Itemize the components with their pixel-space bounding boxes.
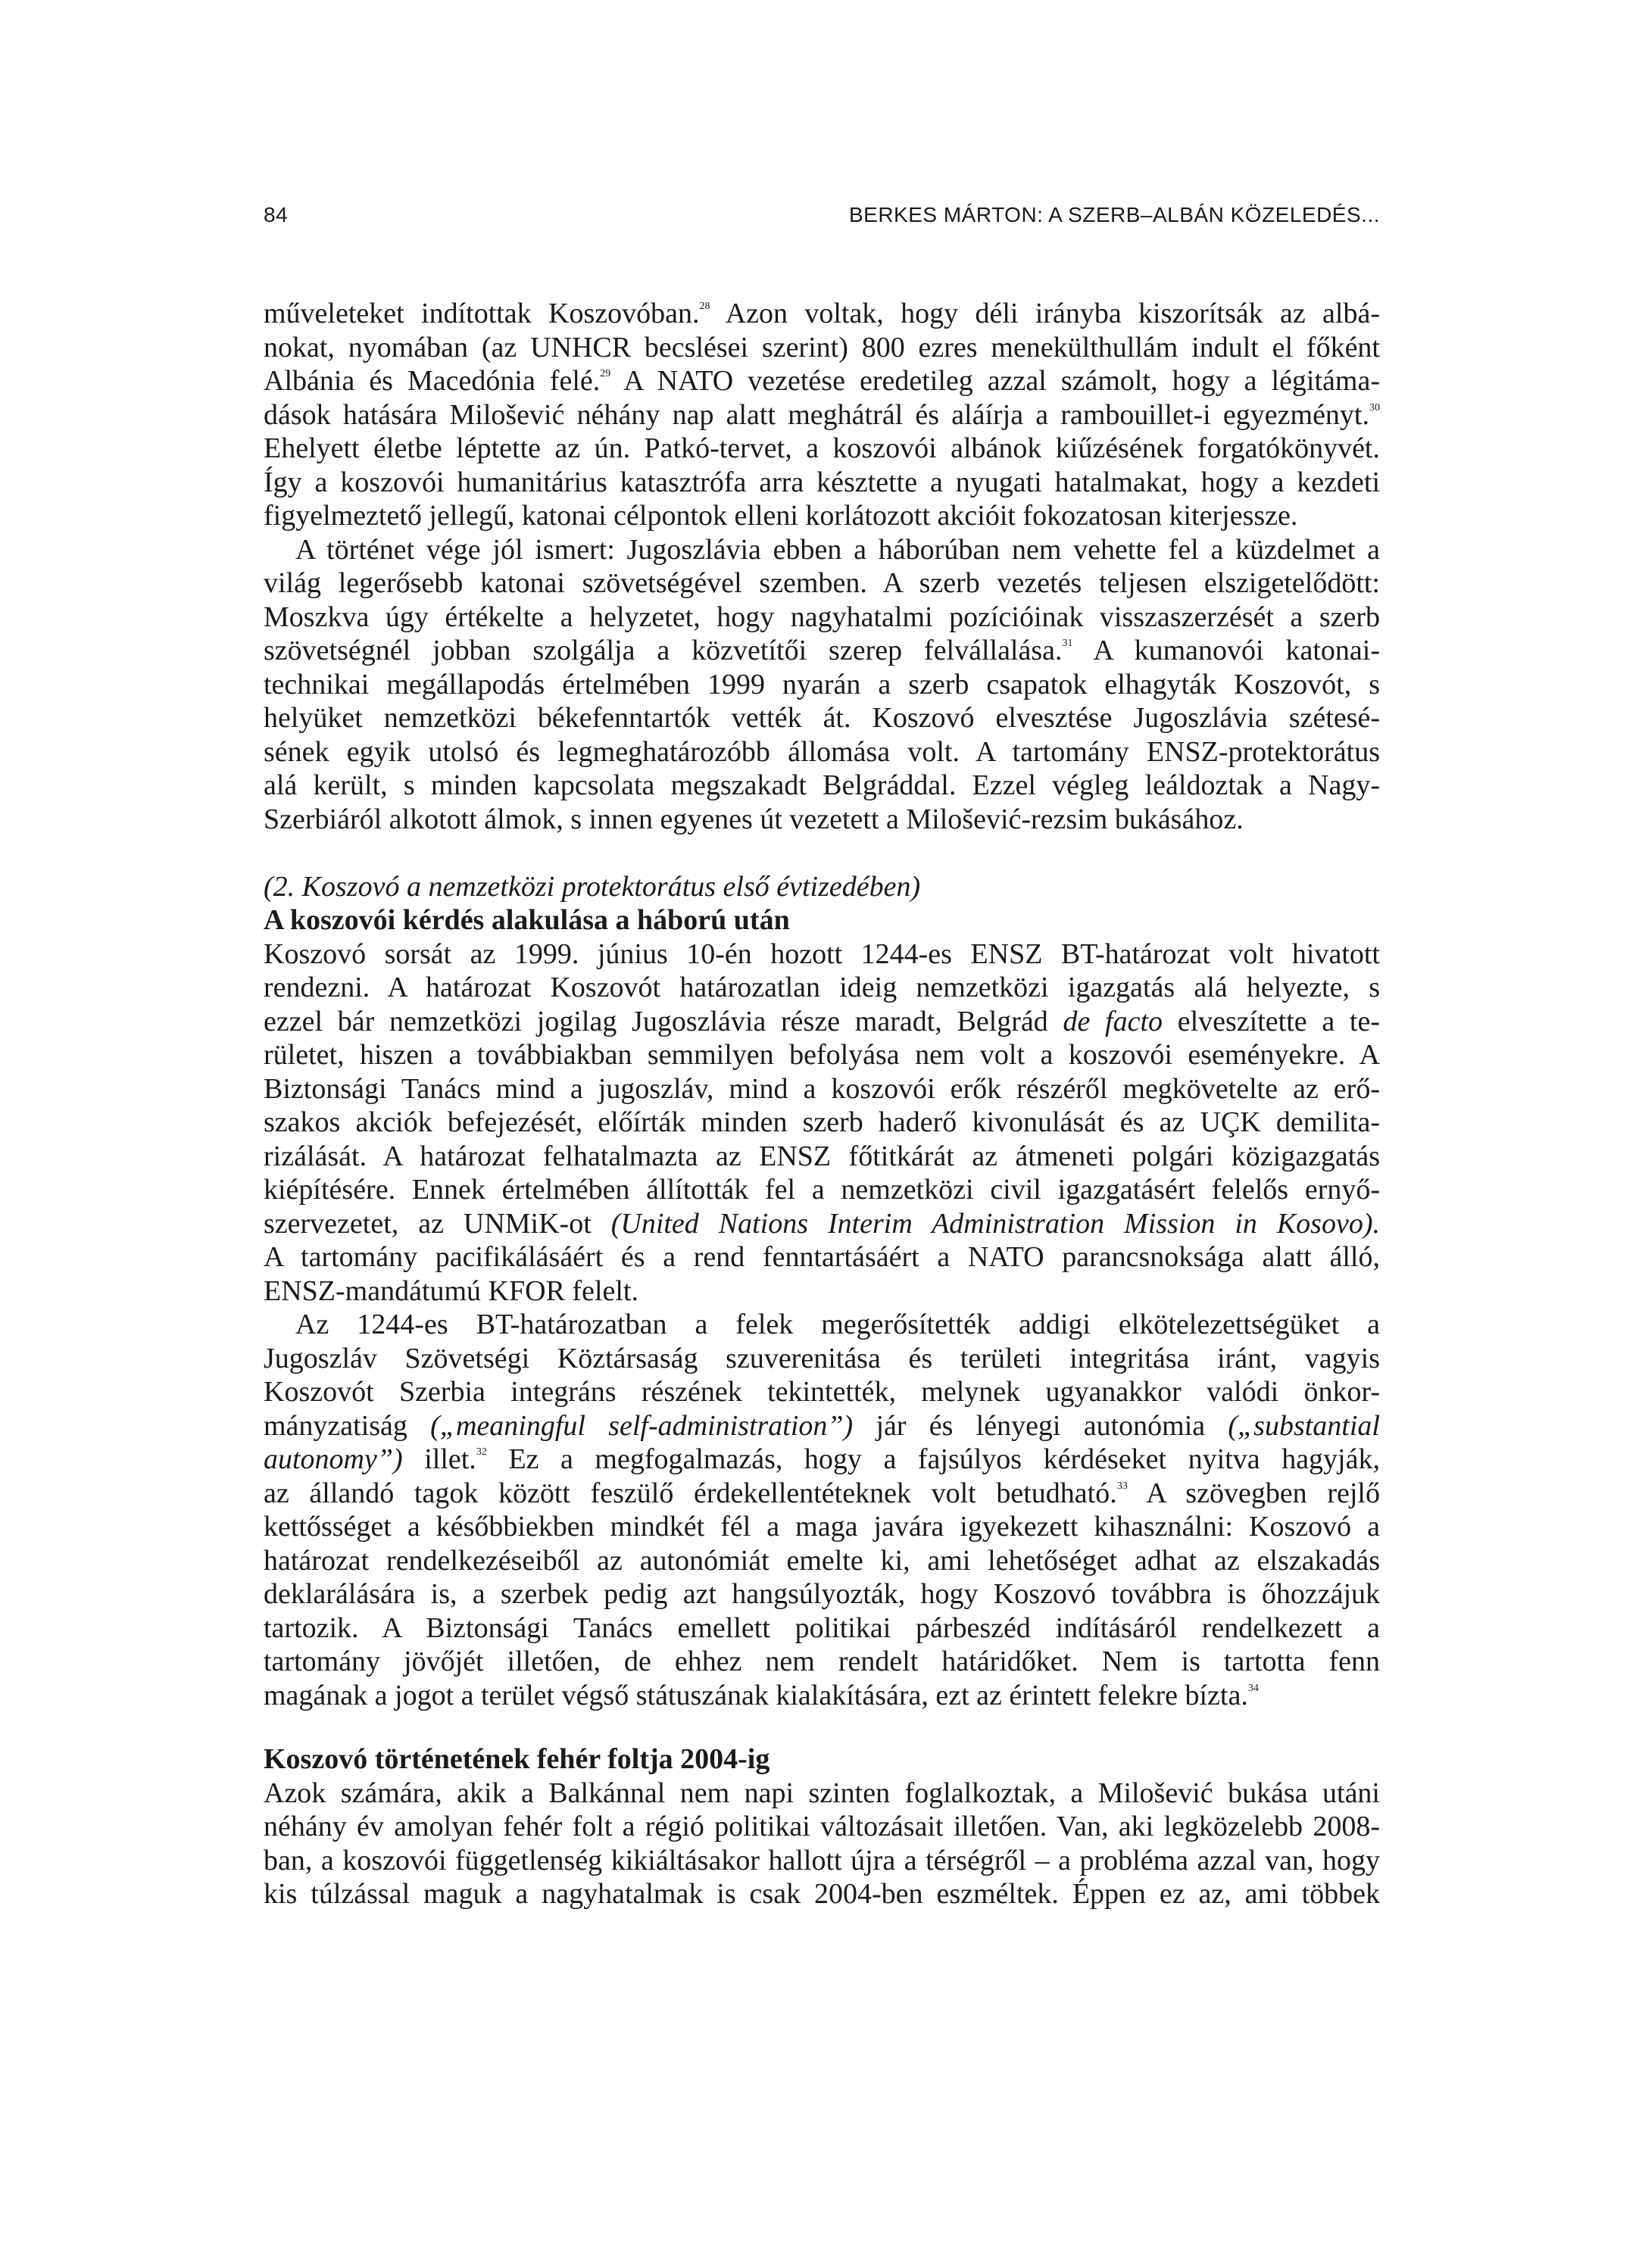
text-line: Koszovót Szerbia integráns részének tekintették, melynek ugyanakkor valódi önkor- [264, 1376, 1380, 1408]
text-line: Jugoszláv Szövetségi Köztársaság szuverenitása és területi integritása iránt, vagyis [264, 1342, 1380, 1374]
text-line: magának a jogot a terület végső státuszának kialakítására, ezt az érintett felekre bízta.$^{34}$ [264, 1679, 1259, 1711]
text-line: technikai megállapodás értelmében 1999 nyarán a szerb csapatok elhagyták Koszovót, s [264, 668, 1380, 700]
section-heading: A koszovói kérdés alakulása a háború után [264, 904, 790, 936]
page-number: 84 [264, 203, 289, 226]
text-line: ezzel bár nemzetközi jogilag Jugoszlávia része maradt, Belgrád de facto elveszítette a te- [264, 1005, 1380, 1037]
footnote-ref-31[interactable]: 31 [1062, 638, 1073, 649]
body-text [264, 297, 1380, 1911]
text-line: Az 1244-es BT-határozatban a felek megerősítették addigi elkötelezettségüket a [295, 1309, 1380, 1340]
text-line: Biztonsági Tanács mind a jugoszláv, mind a koszovói erők részéről megkövetelte az erő- [264, 1072, 1380, 1105]
text-line: szervezetet, az UNMiK-ot (United Nations Interim Administration Mission in Kosovo). [264, 1207, 1380, 1240]
text-line: műveleteket indítottak Koszovóban.$^{28}$ Azon voltak, hogy déli irányba kiszorítsák az albá- [264, 298, 1381, 329]
footnote-ref-28[interactable]: 28 [699, 301, 710, 312]
text-line: autonomy”) illet.$^{32}$ Ez a megfogalmazás, hogy a fajsúlyos kérdéseket nyitva hagyják, [264, 1443, 1380, 1475]
text-line: helyüket nemzetközi békefenntartók vették át. Koszovó elvesztése Jugoszlávia szétesé- [264, 702, 1380, 734]
text-line: néhány év amolyan fehér folt a régió politikai változásait illetően. Van, aki legközelebb 2008- [264, 1811, 1380, 1842]
paragraph-2 [264, 533, 1380, 837]
text-line: határozat rendelkezéseiből az autonómiát emelte ki, ami lehetőséget adhat az elszakadás [264, 1544, 1380, 1577]
text-line: mányzatiság („meaningful self-administration”) jár és lényegi autonómia („substantial [264, 1409, 1380, 1442]
paragraph-3 [264, 937, 1380, 1309]
text-line: rizálását. A határozat felhatalmazta az ENSZ főtitkárát az átmeneti polgári közigazgatás [264, 1140, 1380, 1172]
text-line: rendezni. A határozat Koszovót határozatlan ideig nemzetközi igazgatás alá helyezte, s [264, 972, 1380, 1003]
text-line: Azok számára, akik a Balkánnal nem napi szinten foglalkoztak, a Milošević bukása utáni [264, 1777, 1380, 1809]
text-line: A történet vége jól ismert: Jugoszlávia ebben a háborúban nem vehette fel a küzdelmet a [295, 533, 1380, 566]
text-line: tartozik. A Biztonsági Tanács emellett politikai párbeszéd indításáról rendelkezett a [264, 1611, 1380, 1644]
text-line: világ legerősebb katonai szövetségével szemben. A szerb vezetés teljesen elszigetelődött: [264, 567, 1380, 599]
text-line: sének egyik utolsó és legmeghatározóbb állomása volt. A tartomány ENSZ-protektorátus [264, 735, 1380, 768]
text-line: deklarálására is, a szerbek pedig azt hangsúlyozták, hogy Koszovó továbbra is őhozzájuk [264, 1578, 1380, 1610]
text-line: Koszovó sorsát az 1999. június 10-én hozott 1244-es ENSZ BT-határozat volt hivatott [264, 937, 1380, 970]
footnote-ref-33[interactable]: 33 [1116, 1480, 1128, 1492]
text-line: rületet, hiszen a továbbiakban semmilyen befolyása nem volt a koszovói eseményekre. A [264, 1039, 1380, 1071]
text-line: A tartomány pacifikálásáért és a rend fenntartásáért a NATO parancsnoksága alatt álló, [264, 1241, 1380, 1273]
running-title: BERKES MÁRTON: A SZERB–ALBÁN KÖZELEDÉS... [848, 203, 1380, 226]
section-heading: Koszovó történetének fehér foltja 2004-ig [264, 1743, 770, 1775]
footnote-ref-30[interactable]: 30 [1369, 401, 1380, 413]
paragraph-5 [264, 1777, 1380, 1911]
text-line: kis túlzással maguk a nagyhatalmak is csak 2004-ben eszméltek. Éppen ez az, ami többek [264, 1878, 1380, 1910]
footnote-ref-34[interactable]: 34 [1247, 1682, 1259, 1694]
footnote-ref-32[interactable]: 32 [476, 1446, 487, 1458]
footnote-ref-29[interactable]: 29 [600, 368, 611, 379]
text-line: kettősséget a későbbiekben mindkét fél a maga javára igyekezett kihasználni: Koszovó a [264, 1511, 1380, 1543]
text-line: nokat, nyomában (az UNHCR becslései szerint) 800 ezres menekülthullám indult el főként [264, 331, 1380, 363]
text-line: kiépítésére. Ennek értelmében állították fel a nemzetközi civil igazgatásért felelős ernyő- [264, 1174, 1380, 1206]
text-line: ENSZ-mandátumú KFOR felelt. [264, 1274, 638, 1307]
page-header [264, 203, 1380, 236]
text-line: szakos akciók befejezését, előírták minden szerb haderő kivonulását és az UÇK demilita- [264, 1106, 1380, 1138]
text-line: figyelmeztető jellegű, katonai célpontok elleni korlátozott akcióit fokozatosan kiterjessze. [264, 500, 1298, 532]
text-line: az állandó tagok között feszülő érdekellentéteknek volt betudható.$^{33}$ A szövegben rejlő [264, 1477, 1380, 1509]
text-line: dások hatására Milošević néhány nap alatt meghátrál és aláírja a rambouillet-i egyezményt.$^{30}$ [264, 398, 1380, 431]
text-line: alá került, s minden kapcsolata megszakadt Belgráddal. Ezzel végleg leáldoztak a Nagy- [264, 769, 1380, 801]
text-line: Albánia és Macedónia felé.$^{29}$ A NATO vezetése eredetileg azzal számolt, hogy a légitáma- [264, 365, 1380, 397]
text-line: ban, a koszovói függetlenség kikiáltásakor hallott újra a térségről – a probléma azzal van, hogy [264, 1844, 1380, 1876]
chapter-subtitle: (2. Koszovó a nemzetközi protektorátus első évtizedében) [264, 870, 921, 903]
text-line: Ehelyett életbe léptette az ún. Patkó-tervet, a koszovói albánok kiűzésének forgatókönyvét. [264, 432, 1380, 464]
text-line: Moszkva úgy értékelte a helyzetet, hogy nagyhatalmi pozícióinak visszaszerzését a szerb [264, 601, 1380, 633]
text-line: Így a koszovói humanitárius katasztrófa arra késztette a nyugati hatalmakat, hogy a kezdeti [264, 466, 1380, 498]
text-line: Szerbiáról alkotott álmok, s innen egyenes út vezetett a Milošević-rezsim bukásához. [264, 803, 1244, 835]
text-line: tartomány jövőjét illetően, de ehhez nem rendelt határidőket. Nem is tartotta fenn [264, 1646, 1380, 1677]
paragraph-4 [264, 1308, 1380, 1712]
text-line: szövetségnél jobban szolgálja a közvetítői szerep felvállalása.$^{31}$ A kumanovói katonai- [264, 635, 1380, 666]
paragraph-1 [264, 297, 1380, 533]
